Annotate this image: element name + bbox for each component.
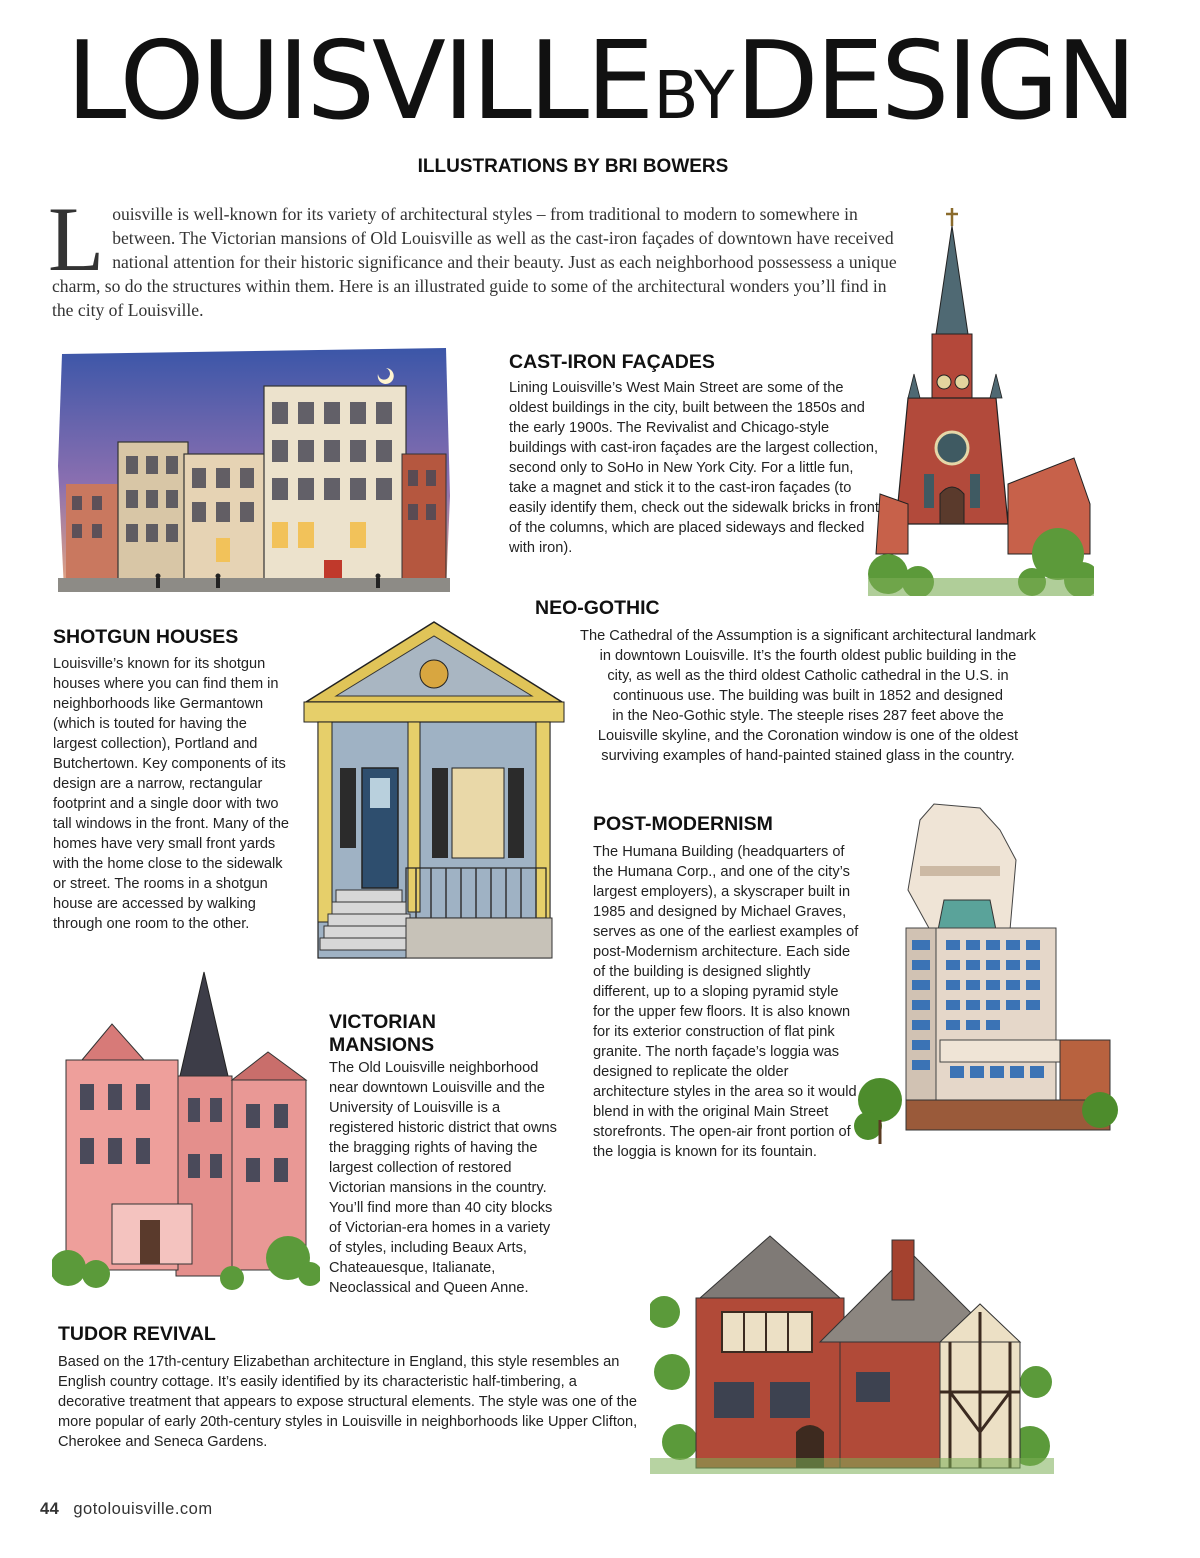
byline: ILLUSTRATIONS BY BRI BOWERS bbox=[417, 156, 729, 177]
post-modernism-heading: POST-MODERNISM bbox=[593, 813, 773, 835]
victorian-mansion-illustration bbox=[52, 968, 320, 1292]
shotgun-house-illustration bbox=[296, 618, 572, 964]
neo-gothic-line: surviving examples of hand-painted stained glass in the country. bbox=[601, 748, 1015, 764]
neo-gothic-line: in downtown Louisville. It’s the fourth oldest public building in the bbox=[599, 648, 1017, 664]
intro-paragraph bbox=[48, 188, 902, 322]
cast-iron-heading: CAST-IRON FAÇADES bbox=[509, 351, 715, 373]
neo-gothic-line: continuous use. The building was built in 1852 and designed bbox=[613, 688, 1003, 704]
page-number: 44 bbox=[40, 1500, 60, 1518]
tudor-heading: TUDOR REVIVAL bbox=[58, 1323, 216, 1345]
neo-gothic-text bbox=[552, 626, 1064, 766]
title-design: DESIGN bbox=[735, 19, 1134, 144]
shotgun-heading: SHOTGUN HOUSES bbox=[53, 626, 239, 648]
title-by: BY bbox=[653, 57, 734, 134]
drop-cap: L bbox=[48, 188, 105, 290]
neo-gothic-heading: NEO-GOTHIC bbox=[535, 597, 660, 619]
shotgun-text: Louisville’s known for its shotgun houses where you can find them in neighborhoods like Germantown (which is touted for having the largest collection), Portland and Butchertown. Key components of its design are a narrow, rectangular footprint and a single door with two tall windows in the front. Many of the homes have very small front yards with the home close to the sidewalk or street. The rooms in a shotgun house are accessed by walking through one room to the other. bbox=[53, 656, 290, 932]
tudor-house-illustration bbox=[650, 1232, 1054, 1474]
cast-iron-facades-illustration bbox=[58, 346, 450, 594]
neo-gothic-line: city, as well as the third oldest Catholic cathedral in the U.S. in bbox=[607, 668, 1009, 684]
humana-building-illustration bbox=[850, 800, 1130, 1146]
site-url: gotolouisville.com bbox=[73, 1500, 213, 1518]
post-modernism-text: The Humana Building (headquarters of the Humana Corp., and one of the city’s largest employers), a skyscraper built in 1985 and designed by Michael Graves, serves as one of the earliest examples of post-Modernism architecture. Each side of the building is designed slightly different, up to a sloping pyramid style for the upper few floors. It is also known for its exterior construction of flat pink granite. The north façade’s loggia was designed to replicate the older architecture styles in the area so it would blend in with the original Main Street storefronts. The open-air front portion of the loggia is known for its fountain. bbox=[593, 844, 859, 1160]
neo-gothic-line: in the Neo-Gothic style. The steeple rises 287 feet above the bbox=[612, 708, 1004, 724]
cathedral-illustration bbox=[868, 204, 1094, 596]
victorian-text: The Old Louisville neighborhood near downtown Louisville and the University of Louisville is a registered historic district that owns the bragging rights of having the largest collection of restored Victorian mansions in the country. You’ll find more than 40 city blocks of Victorian-era homes in a variety of styles, including Beaux Arts, Chateauesque, Italianate, Neoclassical and Queen Anne. bbox=[329, 1060, 557, 1296]
page-title bbox=[0, 19, 1200, 144]
cast-iron-text: Lining Louisville’s West Main Street are some of the oldest buildings in the city, built between the 1850s and the early 1900s. The Revivalist and Chicago-style buildings with cast-iron façades are the largest collection, second only to SoHo in New York City. For a little fun, take a magnet and stick it to the cast-iron façades (to easily identify them, check out the sidewalk bricks in front of the columns, which are placed sideways and flecked with iron). bbox=[509, 380, 879, 556]
tudor-text: Based on the 17th-century Elizabethan architecture in England, this style resembles an English country cottage. It’s easily identified by its characteristic half-timbering, a decorative treatment that appears to expose structural elements. The style was one of the more popular of early 20th-century styles in Louisville in neighborhoods like Upper Clifton, Cherokee and Seneca Gardens. bbox=[58, 1354, 638, 1450]
intro-text: ouisville is well-known for its variety of architectural styles – from traditional to modern to somewhere in between. The Victorian mansions of Old Louisville as well as the cast-iron façades of downtown have received national attention for their historic significance and their beauty. Just as each neighborhood possessess a unique charm, so do the structures within them. Here is an illustrated guide to some of the architectural wonders you’ll find in the city of Louisville. bbox=[52, 204, 897, 320]
title-louisville: LOUISVILLE bbox=[66, 19, 652, 144]
neo-gothic-line: The Cathedral of the Assumption is a significant architectural landmark bbox=[580, 628, 1036, 644]
victorian-heading: VICTORIAN MANSIONS bbox=[329, 1011, 436, 1056]
footer bbox=[40, 1500, 213, 1519]
neo-gothic-line: Louisville skyline, and the Coronation window is one of the oldest bbox=[597, 728, 1019, 744]
